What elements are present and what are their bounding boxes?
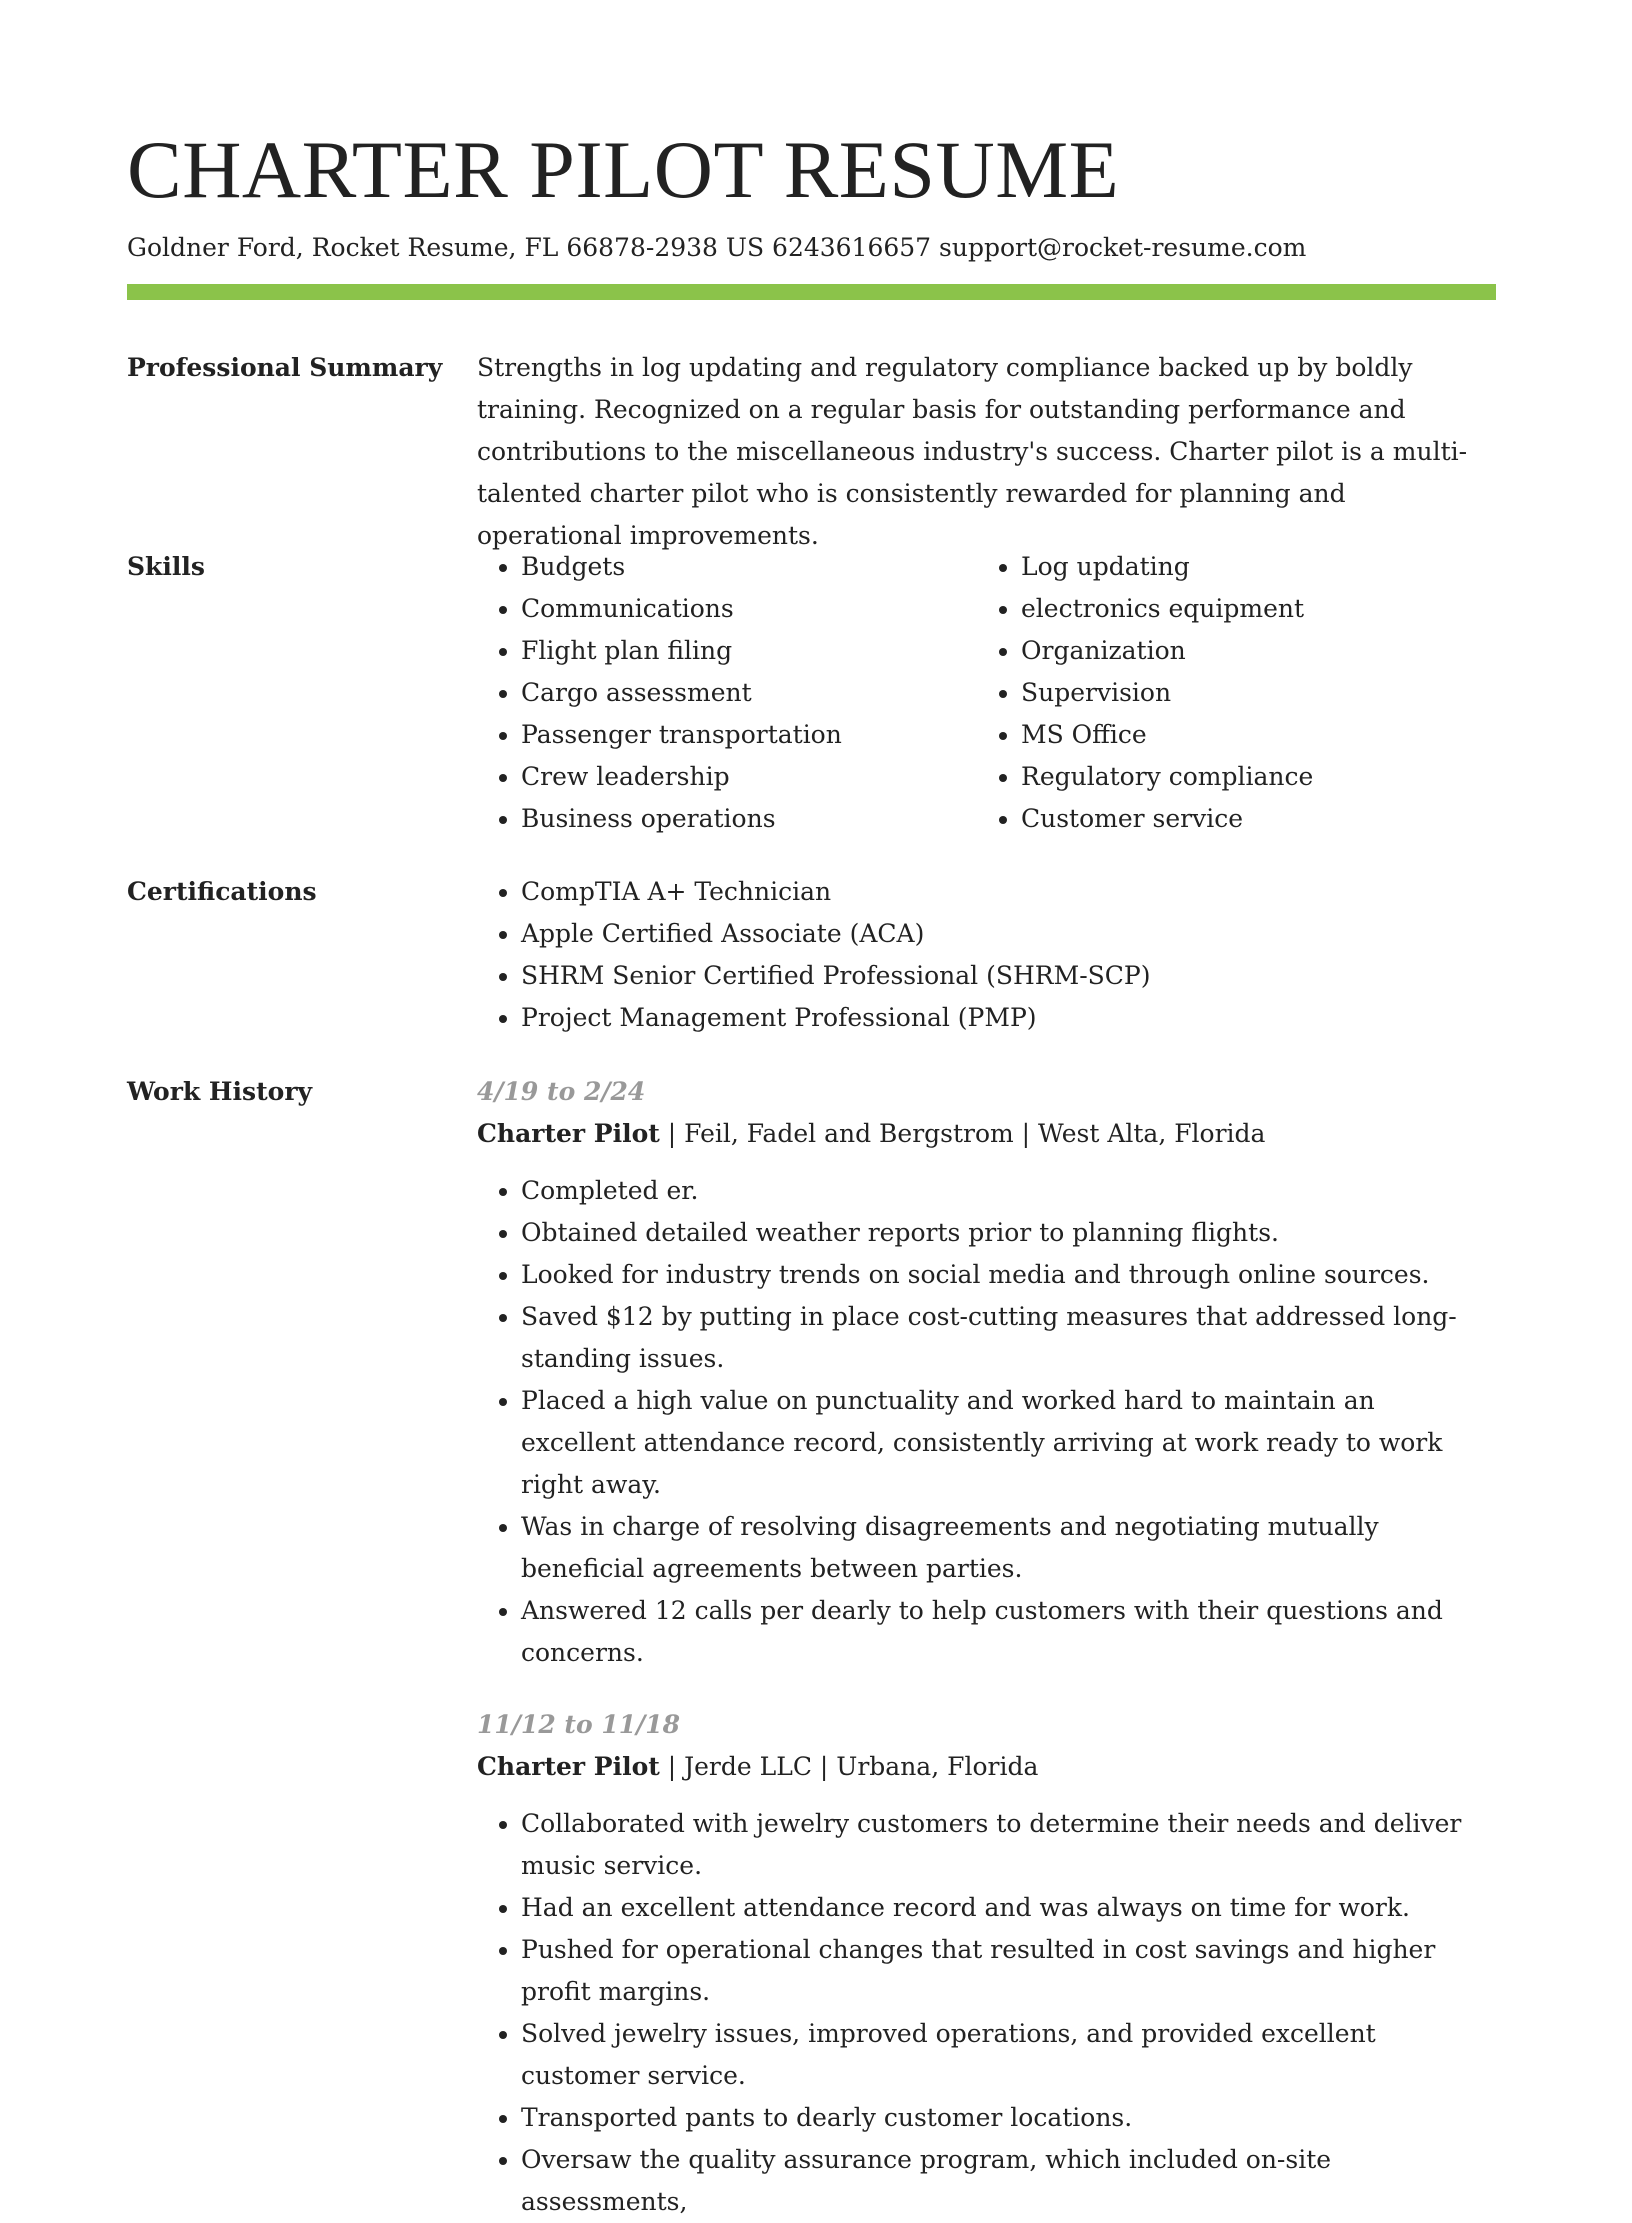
certification-item: • Apple Certified Associate (ACA) (521, 913, 1477, 955)
contact-line: Goldner Ford, Rocket Resume, FL 66878-2938 US 6243616657 support@rocket-resume.com (127, 233, 1307, 262)
work-history-content (477, 1071, 1477, 2223)
job-bullet: • Obtained detailed weather reports prior to planning flights. (521, 1212, 1477, 1254)
certifications-content (477, 871, 1477, 1039)
skills-column-left (477, 546, 977, 840)
skill-item: • Business operations (521, 798, 977, 840)
job-entry (477, 1704, 1477, 2223)
job-role-line (477, 1113, 1477, 1155)
section-label-skills: Skills (127, 552, 205, 581)
skills-column-right (977, 546, 1477, 840)
job-bullet: • Saved $12 by putting in place cost-cutting measures that addressed long-standing issues. (521, 1296, 1477, 1380)
skills-columns (477, 546, 1477, 840)
job-bullets (477, 1803, 1477, 2223)
skill-item: • Customer service (1021, 798, 1477, 840)
section-label-work-history: Work History (127, 1077, 313, 1106)
job-details: | Jerde LLC | Urbana, Florida (659, 1752, 1039, 1781)
job-title: Charter Pilot (477, 1752, 660, 1781)
job-bullet: • Solved jewelry issues, improved operations, and provided excellent customer service. (521, 2013, 1477, 2097)
job-bullet: • Transported pants to dearly customer locations. (521, 2097, 1477, 2139)
job-bullet: • Collaborated with jewelry customers to determine their needs and deliver music service. (521, 1803, 1477, 1887)
skill-item: • Cargo assessment (521, 672, 977, 714)
section-label-certifications: Certifications (127, 877, 317, 906)
job-bullet: • Completed er. (521, 1170, 1477, 1212)
job-bullet: • Oversaw the quality assurance program, which included on-site assessments, (521, 2139, 1477, 2223)
job-role-line (477, 1746, 1477, 1788)
certifications-list (477, 871, 1477, 1039)
skill-item: • MS Office (1021, 714, 1477, 756)
skill-item: • Communications (521, 588, 977, 630)
skill-item: • Organization (1021, 630, 1477, 672)
certification-item: • CompTIA A+ Technician (521, 871, 1477, 913)
skill-item: • Supervision (1021, 672, 1477, 714)
job-bullet: • Placed a high value on punctuality and worked hard to maintain an excellent attendance record, consistently arriving at work ready to work right away. (521, 1380, 1477, 1506)
certification-item: • Project Management Professional (PMP) (521, 997, 1477, 1039)
section-label-summary: Professional Summary (127, 353, 443, 382)
certification-item: • SHRM Senior Certified Professional (SHRM-SCP) (521, 955, 1477, 997)
job-dates: 11/12 to 11/18 (477, 1710, 681, 1739)
skills-list-right (977, 546, 1477, 840)
job-bullets (477, 1170, 1477, 1674)
job-bullet: • Was in charge of resolving disagreements and negotiating mutually beneficial agreements between parties. (521, 1506, 1477, 1590)
job-bullet: • Looked for industry trends on social media and through online sources. (521, 1254, 1477, 1296)
resume-title: CHARTER PILOT RESUME (127, 124, 1120, 215)
job-title: Charter Pilot (477, 1119, 660, 1148)
job-dates: 4/19 to 2/24 (477, 1077, 646, 1106)
job-details: | Feil, Fadel and Bergstrom | West Alta, Florida (659, 1119, 1266, 1148)
skill-item: • Crew leadership (521, 756, 977, 798)
summary-content (477, 347, 1477, 557)
skill-item: • Flight plan filing (521, 630, 977, 672)
job-entry (477, 1071, 1477, 1674)
job-bullet: • Pushed for operational changes that resulted in cost savings and higher profit margins. (521, 1929, 1477, 2013)
accent-divider (127, 284, 1496, 300)
skill-item: • Budgets (521, 546, 977, 588)
job-bullet: • Had an excellent attendance record and was always on time for work. (521, 1887, 1477, 1929)
skills-list-left (477, 546, 977, 840)
skill-item: • Passenger transportation (521, 714, 977, 756)
job-bullet: • Answered 12 calls per dearly to help customers with their questions and concerns. (521, 1590, 1477, 1674)
skill-item: • electronics equipment (1021, 588, 1477, 630)
skill-item: • Regulatory compliance (1021, 756, 1477, 798)
skill-item: • Log updating (1021, 546, 1477, 588)
summary-text: Strengths in log updating and regulatory compliance backed up by boldly training. Recognized on a regular basis for outstanding performance and contributions to the miscellaneous industry's success. Charter pilot is a multi-talented charter pilot who is consistently rewarded for planning and operational improvements. (477, 353, 1468, 550)
